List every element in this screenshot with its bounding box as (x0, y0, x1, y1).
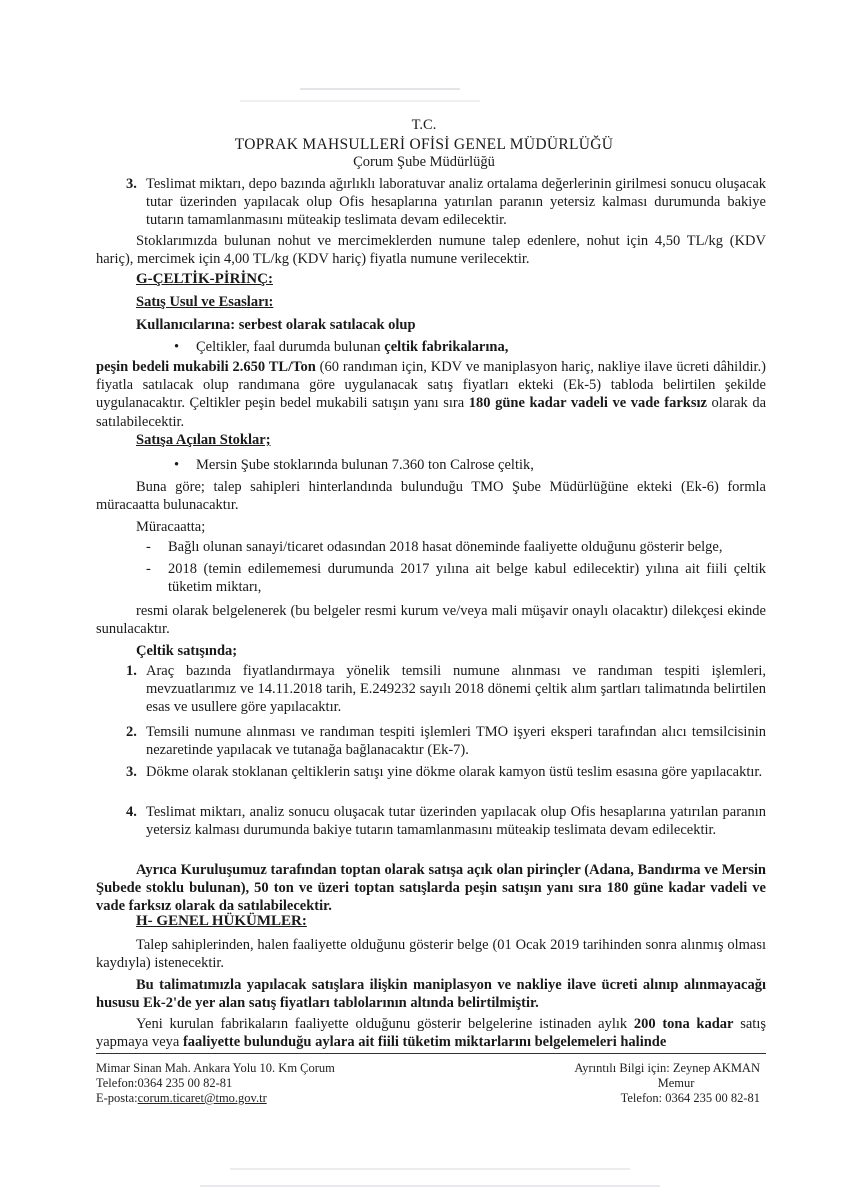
price-text-end: olarak da satılabilecektir. (96, 395, 767, 430)
header-tc: T.C. (411, 117, 437, 133)
header-organization: TOPRAK MAHSULLERİ OFİSİ GENEL MÜDÜRLÜĞÜ (234, 136, 614, 153)
general-text: Yeni kurulan fabrikaların faaliyette olduğunu gösterir belgelerine istinaden aylık (136, 1016, 634, 1032)
term-bold: 180 güne kadar vadeli ve vade farksız (468, 395, 707, 412)
users-line: Kullanıcılarına: serbest olarak satılacak olup (136, 317, 416, 333)
bleed-through-mark (240, 100, 480, 102)
bleed-through-mark (300, 88, 460, 90)
footer-phone: Telefon:0364 235 00 82-81 (96, 1076, 233, 1090)
dash-item (146, 538, 766, 556)
list-item-text: Araç bazında fiyatlandırmaya yönelik temsili numune alınması ve randıman tespiti işlemleri, mevzuatlarımız ve 14.11.2018 tarih, E.249232 sayılı 2018 dönemi çeltik alım şartları talimatında belirtilen esas ve usullere göre yapılacaktır. (146, 663, 766, 716)
list-item-number: 1. (126, 663, 137, 679)
list-item (126, 803, 766, 839)
dash-mark: - (146, 539, 151, 555)
sample-paragraph: Stoklarımızda bulunan nohut ve mercimeklerden numune talep edenlere, nohut için 4,50 TL/kg (KDV hariç), mercimek için 4,00 TL/kg (KDV hariç) fiyatla numune verilecektir. (96, 233, 766, 268)
bullet-text: Çeltikler, faal durumda bulunan (196, 339, 385, 355)
general-paragraph-2: Bu talimatımızla yapılacak satışlara ilişkin maniplasyon ve nakliye ilave ücreti alınıp alınmayacağı hususu Ek-2'de yer alan satış fiyatları tablolarının altında belirtilmiştir. (96, 977, 766, 1012)
header-branch: Çorum Şube Müdürlüğü (353, 154, 495, 170)
bullet-text-bold: çeltik fabrikalarına, (384, 339, 509, 355)
list-item-number: 3. (126, 176, 137, 192)
application-paragraph: Buna göre; talep sahipleri hinterlandında bulunduğu TMO Şube Müdürlüğüne ekteki (Ek-6) formla müracaatta bulunacaktır. (96, 479, 766, 514)
email-link[interactable]: corum.ticaret@tmo.gov.tr (137, 1091, 267, 1105)
section-g-title: G-ÇELTİK-PİRİNÇ: (136, 271, 273, 287)
general-paragraph-1: Talep sahiplerinden, halen faaliyette olduğunu gösterir belge (01 Ocak 2019 tarihinden sonra alınmış olması kaydıyla) istenecektir. (96, 937, 766, 972)
dash-mark: - (146, 561, 151, 577)
list-item-text: Dökme olarak stoklanan çeltiklerin satışı yine dökme olarak kamyon üstü teslim esasına göre yapılacaktır. (146, 764, 763, 780)
list-item (126, 763, 766, 781)
list-item-number: 4. (126, 804, 137, 820)
list-item (126, 723, 766, 759)
general-text-bold: faaliyette bulunduğu aylara ait fiili tüketim miktarlarını belgelemeleri halinde (182, 1034, 667, 1051)
bullet-icon: • (174, 457, 180, 473)
rice-paragraph: Ayrıca Kuruluşumuz tarafından toptan olarak satışa açık olan pirinçler (Adana, Bandırma ve Mersin Şubede stoklu bulunan), 50 ton ve üzeri toptan satışlarda peşin satışın yanı sıra 180 güne kadar vadeli ve vade farksız olarak da satılabilecektir. (96, 862, 766, 915)
bullet-icon: • (174, 339, 180, 355)
general-text: satış yapmaya veya (96, 1016, 766, 1051)
documents-paragraph: resmi olarak belgelenerek (bu belgeler resmi kurum ve/veya mali müşavir onaylı olacaktır) dilekçesi ekinde sunulacaktır. (96, 603, 766, 638)
price-text: (60 randıman için, KDV ve maniplasyon hariç, nakliye ilave ücreti dâhildir.) fiyatla satılacak olup randımana göre uygulanacak satış fiyatları ekteki (Ek-5) tabloda belirtilen şekilde uygulanacaktır. Çeltikler peşin bedel mukabili satışın yanı sıra (96, 359, 766, 412)
general-paragraph-3 (96, 1015, 766, 1051)
list-item-number: 2. (126, 724, 137, 740)
price-bold: peşin bedeli mukabili 2.650 TL/Ton (96, 359, 316, 375)
bleed-through-mark (230, 1168, 630, 1170)
list-item-text: Temsili numune alınması ve randıman tespiti işlemleri TMO işyeri eksperi tarafından alıcı temsilcisinin nezaretinde yapılacak ve tutanağa bağlanacaktır (Ek-7). (146, 724, 766, 759)
list-item (126, 175, 766, 230)
footer-address: Mimar Sinan Mah. Ankara Yolu 10. Km Çorum (96, 1061, 335, 1075)
application-label: Müracaatta; (136, 519, 206, 535)
dash-item-text: Bağlı olunan sanayi/ticaret odasından 2018 hasat döneminde faaliyette olduğunu gösterir belge, (168, 539, 723, 555)
price-paragraph (96, 358, 766, 431)
bullet-item: Mersin Şube stoklarında bulunan 7.360 ton Calrose çeltik, (196, 457, 534, 473)
list-item-text: Teslimat miktarı, analiz sonucu oluşacak tutar üzerinden yapılacak olup Ofis hesaplarına yatırılan paranın yetersiz kalması durumunda bakiye tutarın tamamlanmasını müteakip teslimata devam edilecektir. (146, 804, 766, 839)
footer-contact-title: Memur (657, 1076, 695, 1090)
list-item-number: 3. (126, 764, 137, 780)
stocks-title: Satışa Açılan Stoklar; (136, 432, 271, 448)
rice-sales-title: Çeltik satışında; (136, 643, 238, 659)
list-item (126, 662, 766, 717)
bullet-item (196, 338, 766, 356)
bleed-through-mark (200, 1185, 660, 1187)
general-text-bold: 200 tona kadar (633, 1016, 734, 1032)
footer-divider (96, 1053, 766, 1054)
footer-contact-phone: Telefon: 0364 235 00 82-81 (620, 1091, 760, 1105)
footer-email-label: E-posta: (96, 1091, 138, 1105)
sales-rules-title: Satış Usul ve Esasları: (136, 294, 274, 310)
section-h-title: H- GENEL HÜKÜMLER: (136, 913, 307, 929)
footer-contact: Ayrıntılı Bilgi için: Zeynep AKMAN (574, 1061, 760, 1075)
footer-email (96, 1091, 267, 1106)
dash-item-text: 2018 (temin edilememesi durumunda 2017 yılına ait belge kabul edilecektir) yılına ait fiili çeltik tüketim miktarı, (168, 561, 766, 596)
list-item-text: Teslimat miktarı, depo bazında ağırlıklı laboratuvar analiz ortalama değerlerinin girilmesi sonucu oluşacak tutar üzerinden yapılacak olup Ofis hesaplarına yatırılan paranın yetersiz kalması durumunda bakiye tutarın tamamlanmasını müteakip teslimata devam edilecektir. (146, 176, 766, 229)
dash-item (146, 560, 766, 596)
